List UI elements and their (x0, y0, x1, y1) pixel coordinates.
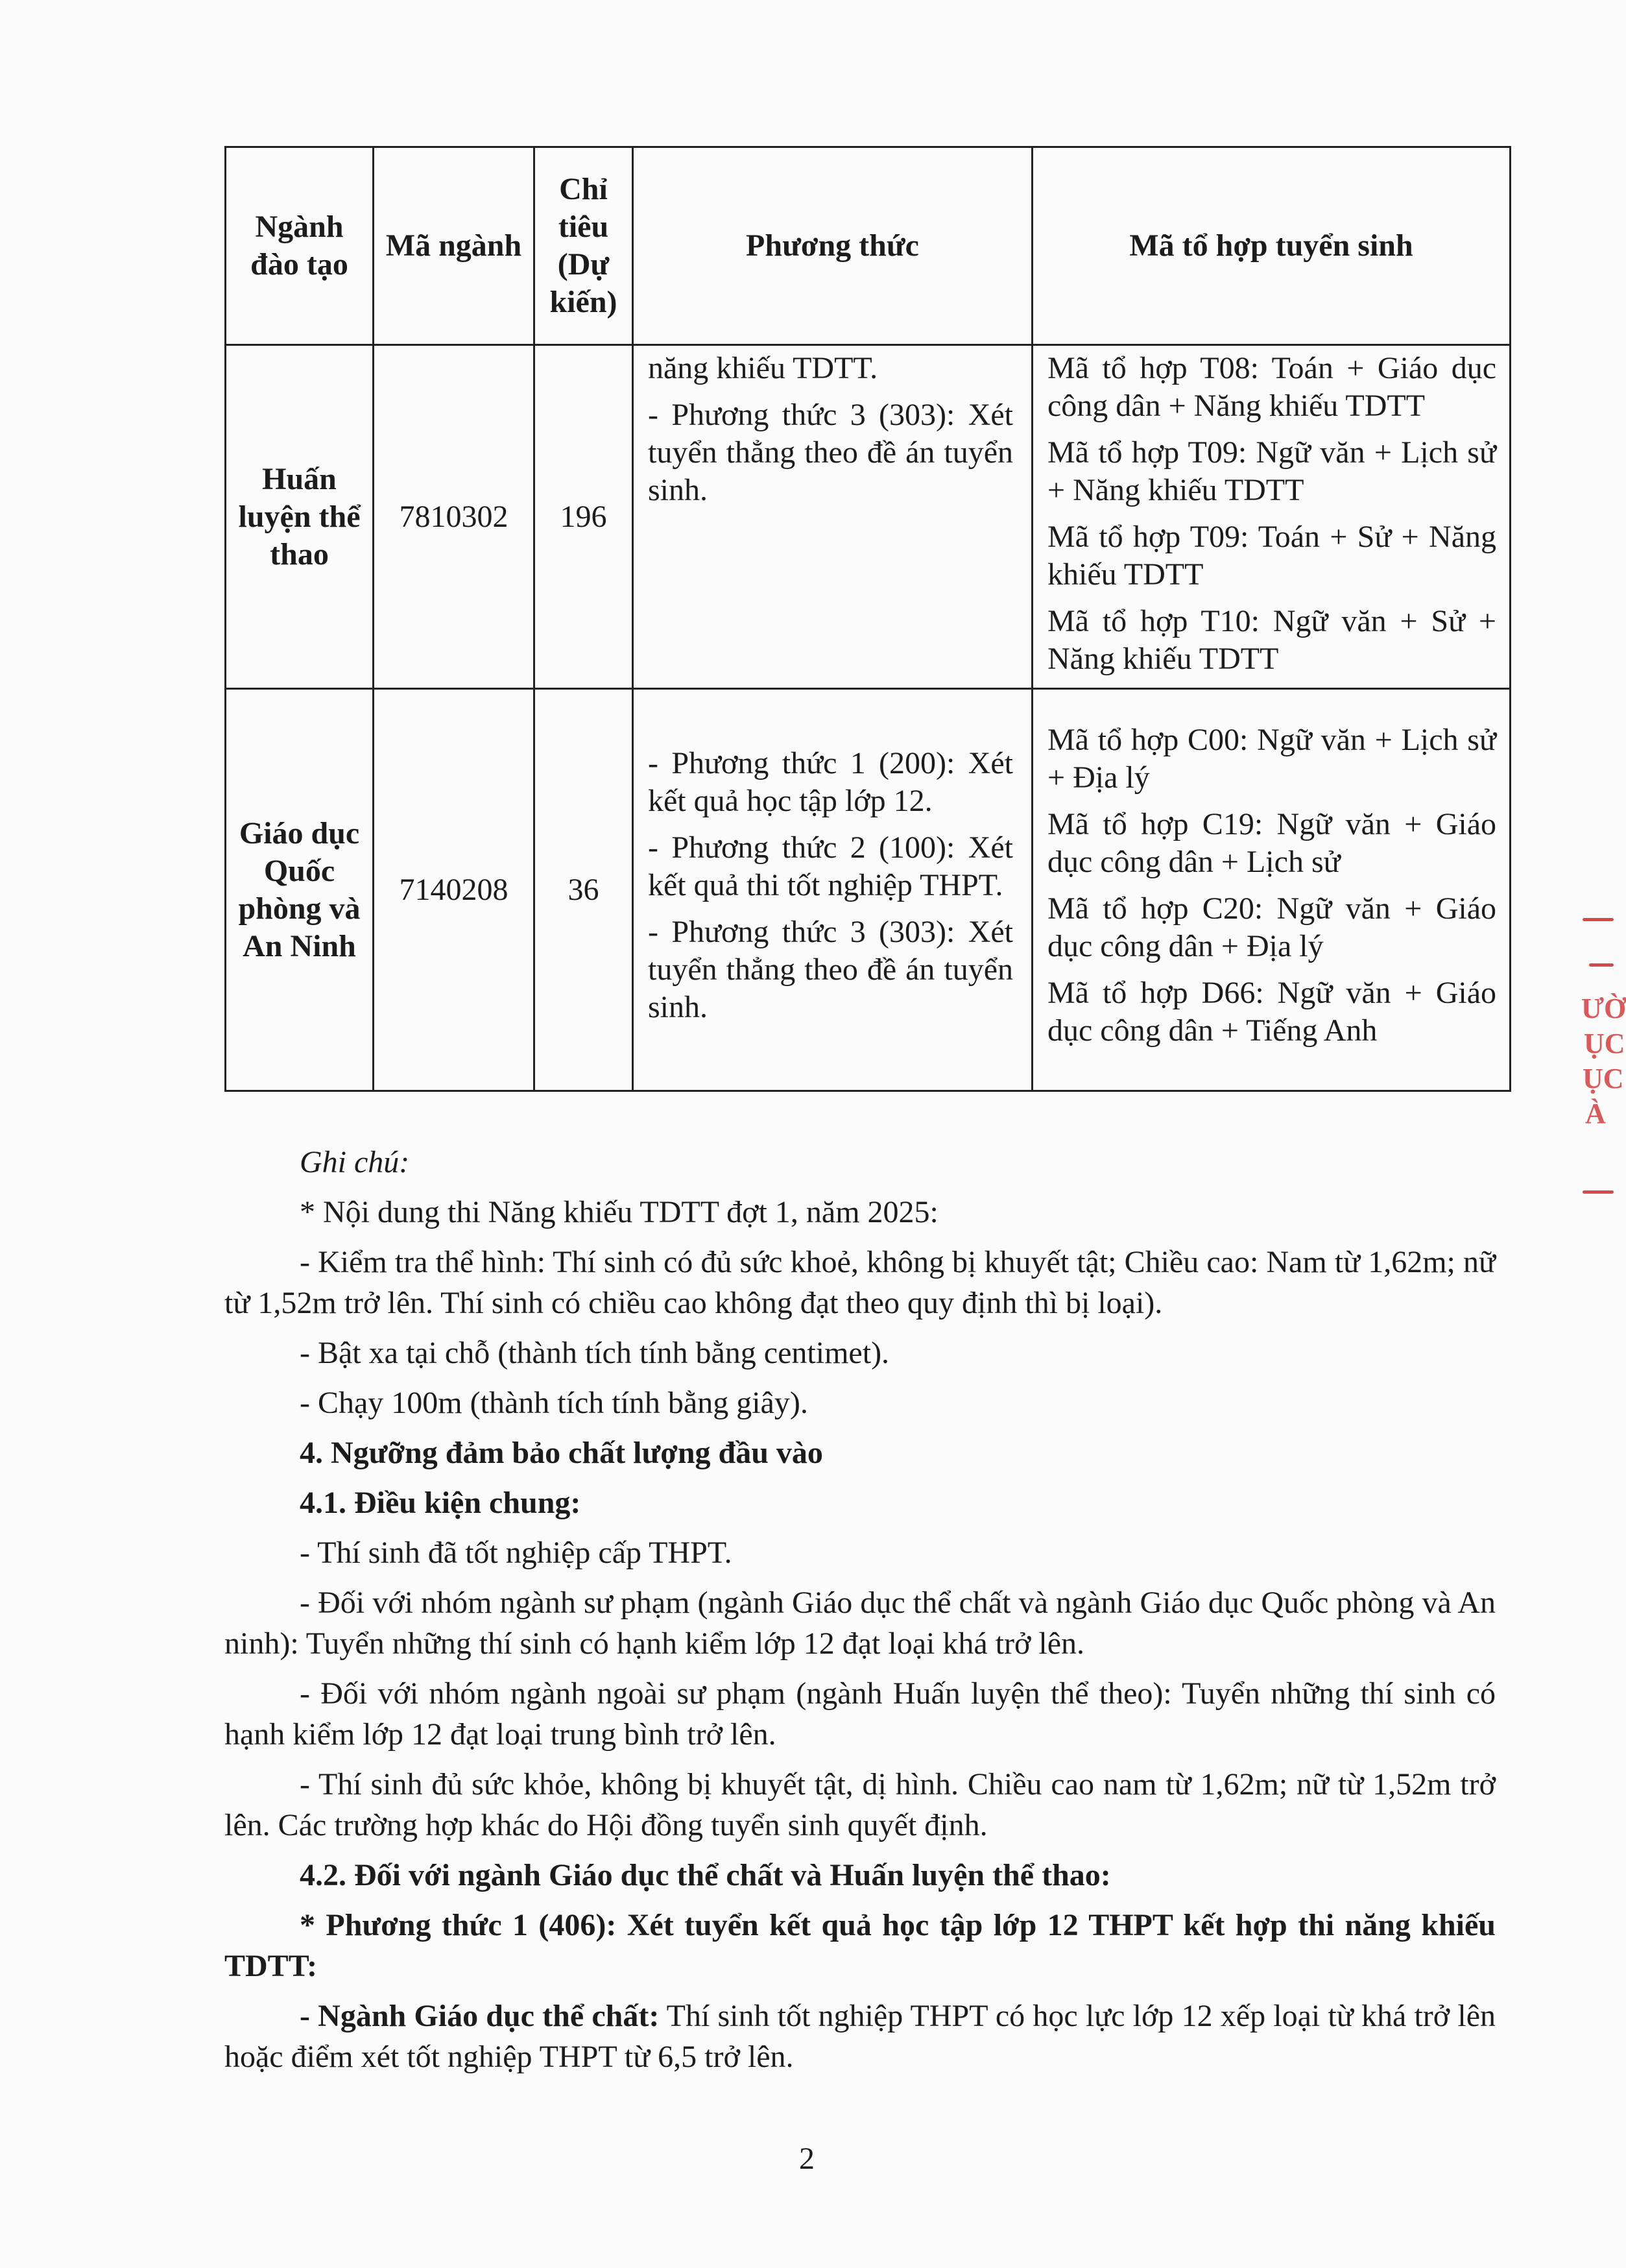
pe-text: Thí sinh tốt nghiệp THPT có học lực lớp 12 xếp loại từ khá trở lên hoặc điểm xét tốt nghiệp THPT từ 6,5 trở lên. (224, 1999, 1496, 2074)
combo-item: Mã tổ hợp C20: Ngữ văn + Giáo dục công dân + Địa lý (1047, 891, 1496, 963)
header-major: Ngành đào tạo (226, 147, 374, 345)
note-item: - Kiểm tra thể hình: Thí sinh có đủ sức khoẻ, không bị khuyết tật; Chiều cao: Nam từ 1,62m; nữ từ 1,52m trở lên. Thí sinh có chiều cao không đạt theo quy định thì bị loại). (224, 1245, 1496, 1320)
admission-table (224, 146, 1511, 1092)
note-item: * Nội dung thi Năng khiếu TDTT đợt 1, năm 2025: (300, 1195, 939, 1229)
major-code: 7140208 (374, 689, 534, 1091)
method-title: * Phương thức 1 (406): Xét tuyển kết quả học tập lớp 12 THPT kết hợp thi năng khiếu TDTT: (224, 1908, 1496, 1983)
combo-item: Mã tổ hợp D66: Ngữ văn + Giáo dục công dân + Tiếng Anh (1047, 975, 1496, 1048)
combo-item: Mã tổ hợp T09: Toán + Sử + Năng khiếu TDTT (1047, 520, 1496, 592)
section-title: 4. Ngưỡng đảm bảo chất lượng đầu vào (300, 1436, 823, 1470)
pe-paragraph (224, 1996, 1496, 2077)
combo-item: Mã tổ hợp C19: Ngữ văn + Giáo dục công dân + Lịch sử (1047, 806, 1496, 879)
condition-item: - Thí sinh đã tốt nghiệp cấp THPT. (300, 1536, 732, 1570)
subsection-title: 4.1. Điều kiện chung: (300, 1486, 581, 1520)
method-cell (633, 345, 1033, 689)
stamp-text: À (1585, 1098, 1606, 1129)
combo-item: Mã tổ hợp T08: Toán + Giáo dục công dân + Năng khiếu TDTT (1047, 351, 1496, 423)
major-name: Huấn luyện thể thao (226, 345, 374, 689)
pe-label: - Ngành Giáo dục thể chất: (300, 1999, 660, 2033)
combo-cell (1033, 689, 1511, 1091)
table-row (226, 689, 1511, 1091)
major-name: Giáo dục Quốc phòng và An Ninh (226, 689, 374, 1091)
combo-item: Mã tổ hợp T10: Ngữ văn + Sử + Năng khiếu TDTT (1047, 604, 1496, 676)
condition-item: - Thí sinh đủ sức khỏe, không bị khuyết tật, dị hình. Chiều cao nam từ 1,62m; nữ từ 1,52m trở lên. Các trường hợp khác do Hội đồng tuyển sinh quyết định. (224, 1767, 1496, 1842)
table-row (226, 345, 1511, 689)
combo-cell (1033, 345, 1511, 689)
combo-item: Mã tổ hợp T09: Ngữ văn + Lịch sử + Năng khiếu TDTT (1047, 435, 1496, 507)
header-code: Mã ngành (374, 147, 534, 345)
header-combo: Mã tổ hợp tuyển sinh (1033, 147, 1511, 345)
red-stamp-fragment (1570, 918, 1626, 1216)
stamp-text: ỤC (1583, 1063, 1624, 1094)
stamp-text: ỤC (1584, 1028, 1625, 1059)
method-item: năng khiếu TDTT. (648, 351, 878, 385)
body-text (224, 1142, 1496, 2086)
page-number: 2 (799, 2141, 815, 2176)
combo-item: Mã tổ hợp C00: Ngữ văn + Lịch sử + Địa lý (1047, 722, 1496, 795)
major-code: 7810302 (374, 345, 534, 689)
major-quota: 196 (534, 345, 633, 689)
method-item: - Phương thức 3 (303): Xét tuyển thẳng theo đề án tuyển sinh. (648, 914, 1013, 1024)
table-header-row (226, 147, 1511, 345)
major-quota: 36 (534, 689, 633, 1091)
header-method: Phương thức (633, 147, 1033, 345)
condition-item: - Đối với nhóm ngành sư phạm (ngành Giáo dục thể chất và ngành Giáo dục Quốc phòng và An ninh): Tuyển những thí sinh có hạnh kiểm lớp 12 đạt loại khá trở lên. (224, 1586, 1496, 1661)
method-item: - Phương thức 2 (100): Xét kết quả thi tốt nghiệp THPT. (648, 830, 1013, 902)
note-item: - Bật xa tại chỗ (thành tích tính bằng centimet). (300, 1336, 890, 1370)
method-item: - Phương thức 3 (303): Xét tuyển thẳng theo đề án tuyển sinh. (648, 398, 1013, 507)
stamp-text: ƯỜ (1581, 993, 1626, 1024)
condition-item: - Đối với nhóm ngành ngoài sư phạm (ngành Huấn luyện thể theo): Tuyển những thí sinh có hạnh kiểm lớp 12 đạt loại trung bình trở lên. (224, 1676, 1496, 1752)
note-item: - Chạy 100m (thành tích tính bằng giây). (300, 1386, 808, 1420)
method-cell (633, 689, 1033, 1091)
notes-title: Ghi chú: (300, 1145, 410, 1179)
subsection-title: 4.2. Đối với ngành Giáo dục thể chất và Huấn luyện thể thao: (300, 1858, 1111, 1892)
header-quota: Chỉ tiêu (Dự kiến) (534, 147, 633, 345)
method-item: - Phương thức 1 (200): Xét kết quả học tập lớp 12. (648, 745, 1013, 818)
